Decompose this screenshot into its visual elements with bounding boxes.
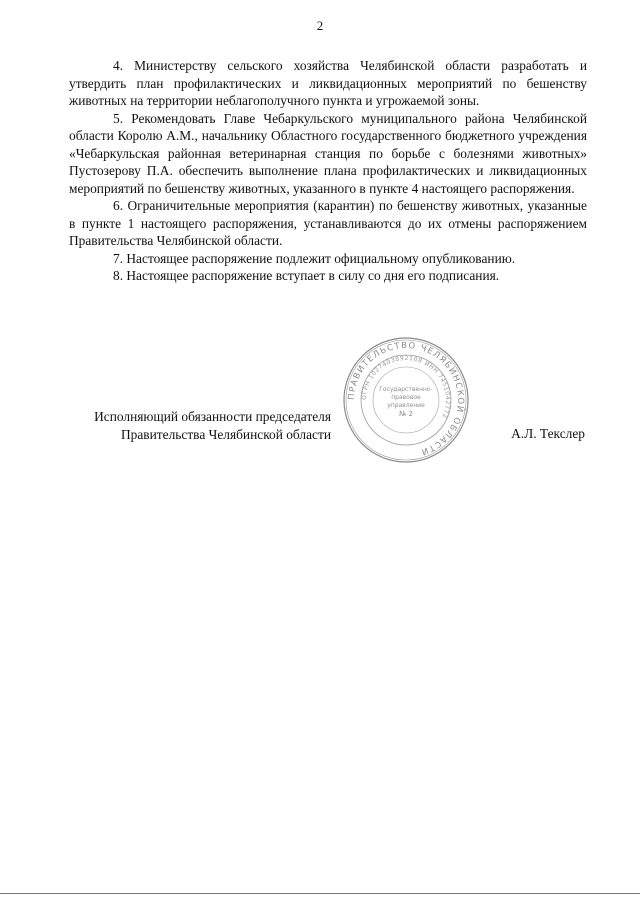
paragraph-5: 5. Рекомендовать Главе Чебаркульского муниципального района Челябинской области Королю А.М., начальнику Областного государственного бюджетного учреждения «Чебаркульская районная ветеринарная станция по борьбе с болезнями животных» Пустозерову П.А. обеспечить выполнение плана профилактических и ликвидационных мероприятий по бешенству животных, указанного в пункте 4 настоящего распоряжения. [69, 110, 587, 196]
signatory-title [69, 408, 331, 443]
signatory-title-line-2: Правительства Челябинской области [121, 426, 331, 442]
signatory-title-line-1: Исполняющий обязанности председателя [94, 409, 331, 424]
svg-text:управление: управление [387, 402, 425, 409]
page-number: 2 [316, 18, 324, 33]
paragraph-8: 8. Настоящее распоряжение вступает в силу со дня его подписания. [113, 268, 500, 283]
paragraph-7: 7. Настоящее распоряжение подлежит официальному опубликованию. [113, 250, 516, 266]
svg-text:№ 2: № 2 [399, 410, 413, 418]
paragraph-4: 4. Министерству сельского хозяйства Челябинской области разработать и утвердить план профилактических и ликвидационных мероприятий по бешенству животных на территории неблагополучного пункта и угрожаемой зоны. [69, 58, 587, 108]
document-body [69, 57, 587, 285]
svg-text:ПРАВИТЕЛЬСТВО ЧЕЛЯБИНСКОЙ ОБЛА: ПРАВИТЕЛЬСТВО ЧЕЛЯБИНСКОЙ ОБЛАСТИ [346, 340, 466, 457]
paragraph-6: 6. Ограничительные мероприятия (карантин) по бешенству животных, указанные в пункте 1 настоящего распоряжения, устанавливаются до их отмены распоряжением Правительства Челябинской области. [69, 198, 587, 248]
svg-text:ОГРН 1027403892108 ИНН 7451042: ОГРН 1027403892108 ИНН 7451042772 [360, 354, 452, 420]
svg-text:Государственно-: Государственно- [379, 386, 433, 393]
bottom-scan-edge [0, 893, 640, 894]
signatory-name: А.Л. Текслер [511, 426, 585, 441]
signature-block [69, 408, 587, 488]
svg-text:правовое: правовое [391, 394, 421, 401]
